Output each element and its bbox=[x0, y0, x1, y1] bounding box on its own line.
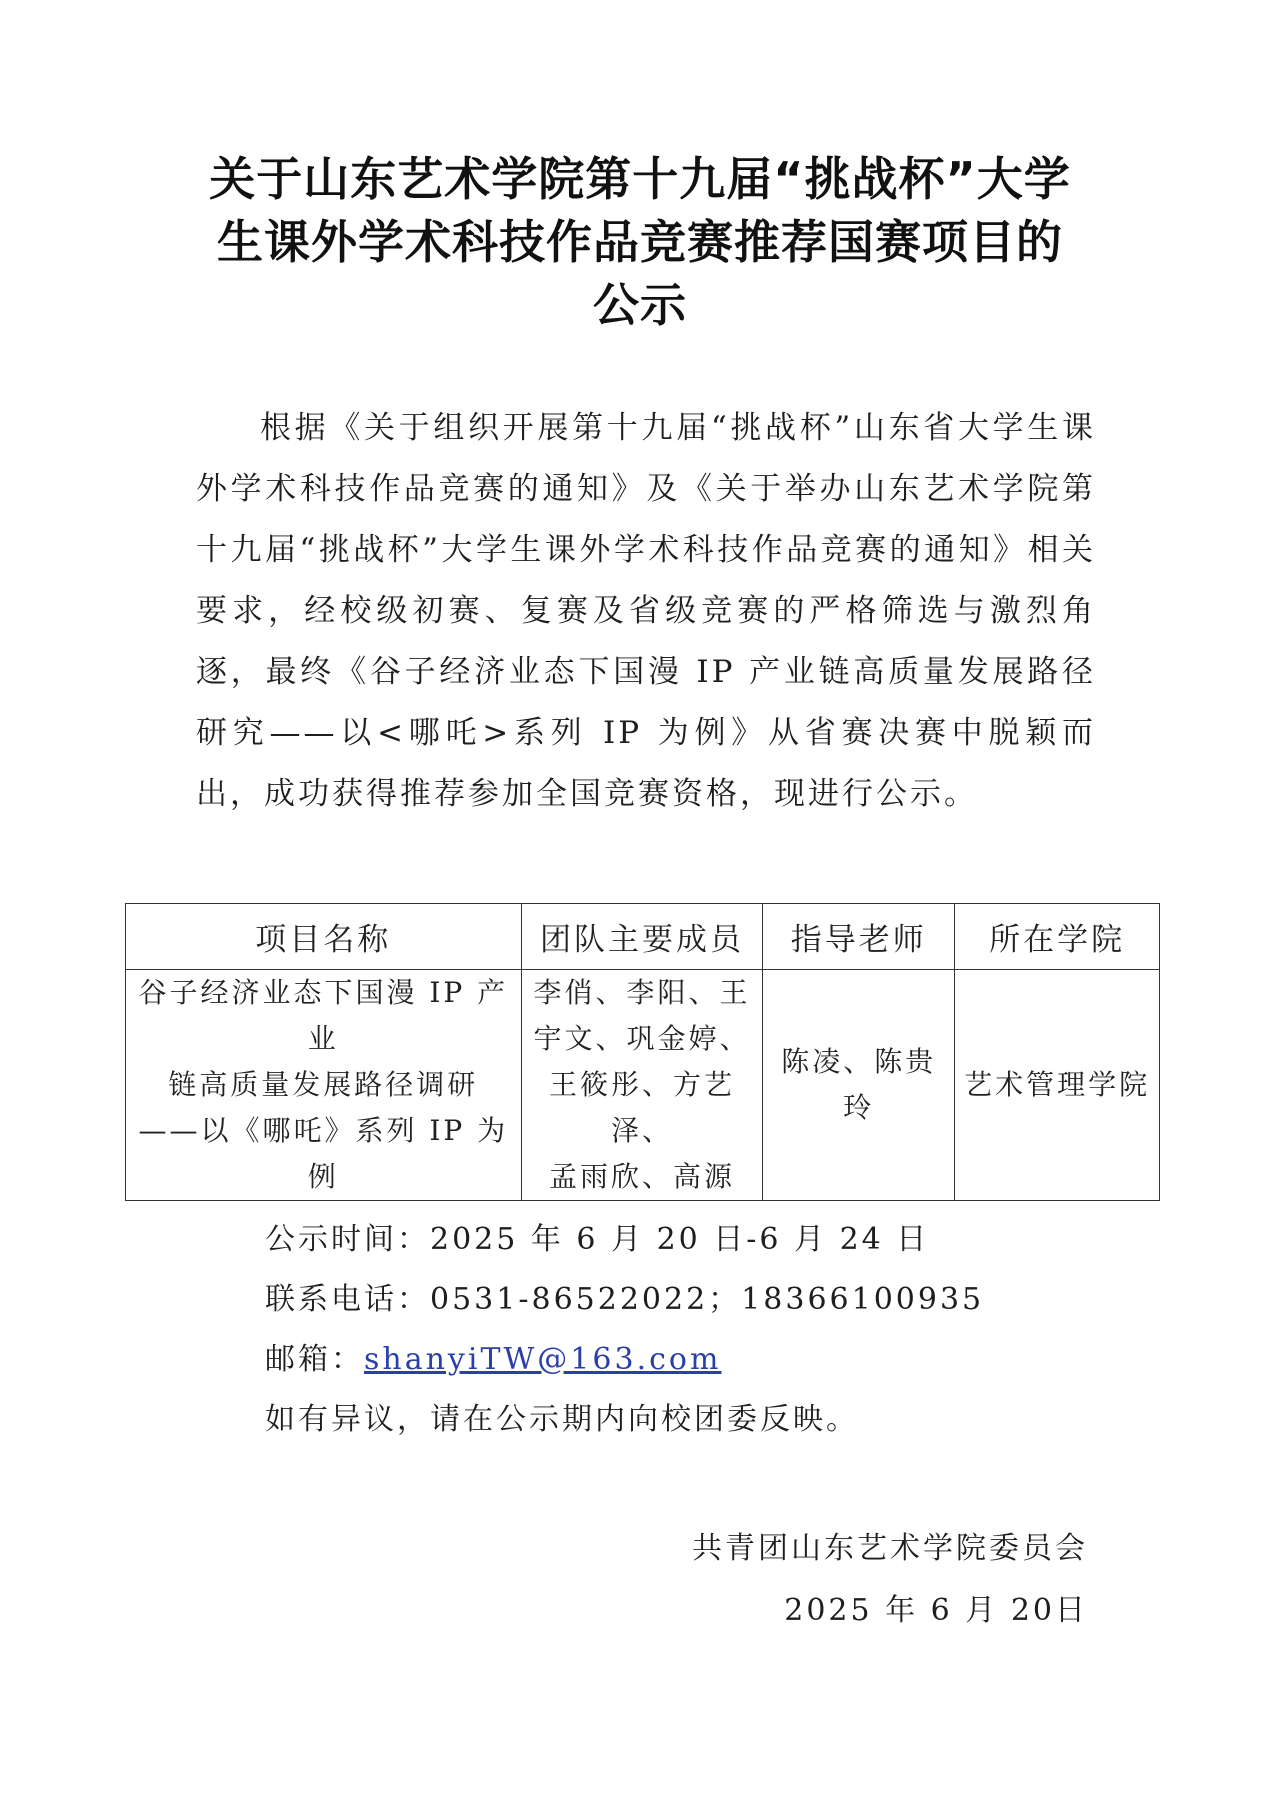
cell-team-members bbox=[521, 970, 763, 1201]
member-line: 王筱彤、方艺泽、 bbox=[548, 1068, 735, 1147]
cell-advisors: 陈凌、陈贵玲 bbox=[763, 970, 955, 1201]
table-row bbox=[126, 970, 1160, 1201]
publicity-period: 公示时间：2025 年 6 月 20 日-6 月 24 日 bbox=[265, 1222, 930, 1257]
project-name-line: 链高质量发展路径调研 bbox=[168, 1068, 479, 1101]
contact-info bbox=[265, 1210, 984, 1450]
contact-phone: 联系电话：0531-86522022；18366100935 bbox=[265, 1282, 985, 1317]
member-line: 宇文、巩金婷、 bbox=[533, 1022, 751, 1055]
header-advisors: 指导老师 bbox=[763, 904, 955, 970]
email-link[interactable]: shanyiTW@163.com bbox=[364, 1342, 722, 1377]
header-project-name: 项目名称 bbox=[126, 904, 522, 970]
signature-block bbox=[692, 1518, 1088, 1642]
email-label: 邮箱： bbox=[265, 1342, 364, 1377]
member-line: 孟雨欣、高源 bbox=[548, 1160, 735, 1193]
header-team-members: 团队主要成员 bbox=[521, 904, 763, 970]
signature-date: 2025 年 6 月 20日 bbox=[784, 1593, 1088, 1628]
contact-email-row bbox=[265, 1330, 984, 1390]
body-paragraph: 根据《关于组织开展第十九届“挑战杯”山东省大学生课外学术科技作品竞赛的通知》及《关于举办山东艺术学院第十九届“挑战杯”大学生课外学术科技作品竞赛的通知》相关要求，经校级初赛、复赛及省级竞赛的严格筛选与激烈角逐，最终《谷子经济业态下国漫 IP 产业链高质量发展路径研究——以<哪吒>系列 IP 为例》从省赛决赛中脱颖而出，成功获得推荐参加全国竞赛资格，现进行公示。 bbox=[196, 410, 1096, 812]
project-table bbox=[125, 903, 1160, 1201]
member-line: 李俏、李阳、王 bbox=[533, 976, 751, 1009]
cell-college: 艺术管理学院 bbox=[955, 970, 1160, 1201]
page-title bbox=[150, 148, 1130, 337]
project-name-line: ——以《哪吒》系列 IP 为例 bbox=[138, 1114, 509, 1193]
title-line-3: 公示 bbox=[593, 278, 687, 332]
title-line-2: 生课外学术科技作品竞赛推荐国赛项目的 bbox=[217, 215, 1063, 269]
title-line-1: 关于山东艺术学院第十九届“挑战杯”大学 bbox=[209, 152, 1071, 206]
objection-note: 如有异议，请在公示期内向校团委反映。 bbox=[265, 1402, 859, 1437]
signature-org: 共青团山东艺术学院委员会 bbox=[692, 1531, 1088, 1566]
project-name-line: 谷子经济业态下国漫 IP 产业 bbox=[138, 976, 509, 1055]
cell-project-name bbox=[126, 970, 522, 1201]
table-header-row bbox=[126, 904, 1160, 970]
header-college: 所在学院 bbox=[955, 904, 1160, 970]
